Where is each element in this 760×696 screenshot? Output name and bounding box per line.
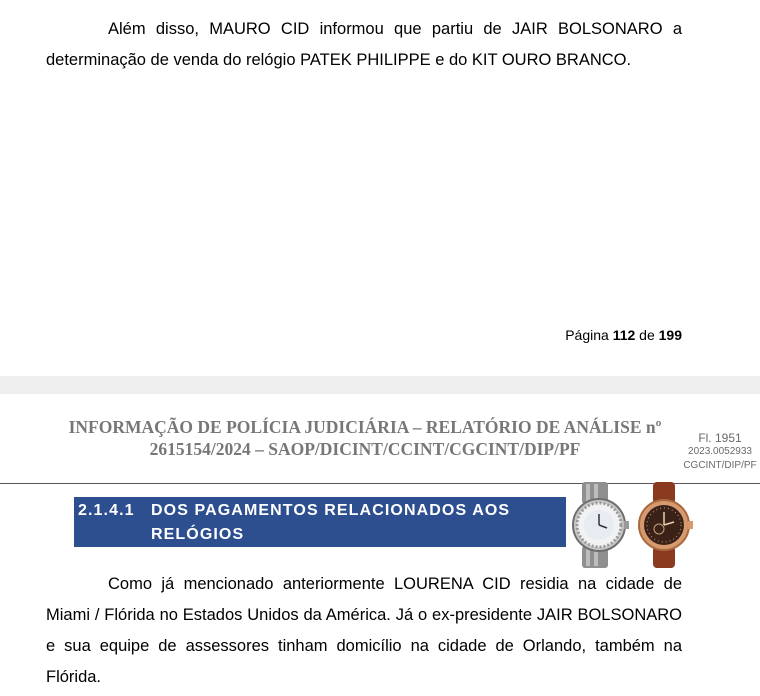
body-paragraph — [46, 14, 682, 76]
section-number: 2.1.4.1 — [78, 502, 135, 519]
page-label: Página — [565, 327, 609, 343]
page-number-footer — [565, 327, 682, 343]
section-heading — [74, 497, 566, 547]
silver-diamond-watch-icon — [573, 482, 629, 568]
body-paragraph — [46, 569, 682, 693]
report-header-title: INFORMAÇÃO DE POLÍCIA JUDICIÁRIA – RELATÓRIO DE ANÁLISE nº 2615154/2024 – SAOP/DICINT/CCINT/CGCINT/DIP/PF — [68, 417, 662, 459]
folio-number: Fl. 1951 — [698, 431, 742, 445]
section-title: DOS PAGAMENTOS RELACIONADOS AOS RELÓGIOS — [151, 502, 511, 543]
watches-image — [562, 482, 702, 568]
paragraph-text: Além disso, MAURO CID informou que partiu de JAIR BOLSONARO a determinação de venda do relógio PATEK PHILIPPE e do KIT OURO BRANCO. — [46, 20, 682, 69]
page-113 — [0, 394, 760, 696]
page-of-label: de — [639, 327, 655, 343]
page-current: 112 — [612, 327, 636, 343]
page-total: 199 — [658, 327, 682, 343]
paragraph-text: Como já mencionado anteriormente LOURENA CID residia na cidade de Miami / Flórida no Estados Unidos da América. Já o ex-presidente JAIR BOLSONARO e sua equipe de assessores tinham domicílio na cidade de Orlando, também na Flórida. — [46, 575, 682, 686]
rose-gold-brown-strap-watch-icon — [639, 482, 693, 568]
page-gap — [0, 376, 760, 394]
folio-stamp — [676, 431, 760, 473]
folio-process-number: 2023.0052933 — [688, 446, 752, 457]
folio-organization: CGCINT/DIP/PF — [683, 460, 757, 471]
